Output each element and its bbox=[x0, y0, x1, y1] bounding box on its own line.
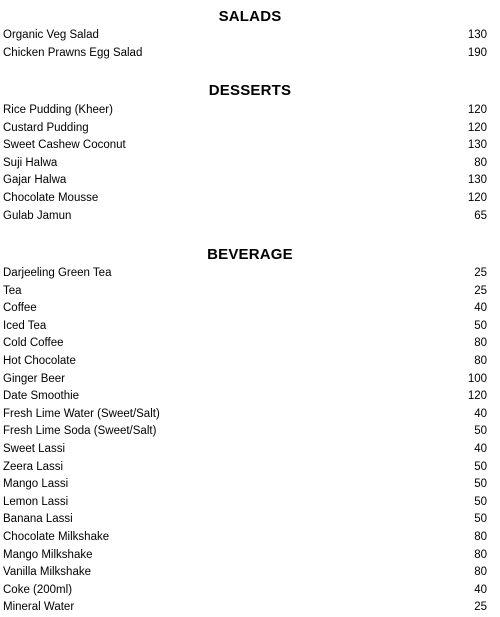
item-price: 80 bbox=[474, 156, 487, 169]
item-price: 100 bbox=[467, 372, 487, 385]
item-price: 50 bbox=[474, 495, 487, 508]
section-title-beverage: BEVERAGE bbox=[207, 246, 293, 263]
menu-item bbox=[0, 137, 500, 155]
menu-item bbox=[0, 335, 500, 353]
item-name: Iced Tea bbox=[3, 319, 47, 332]
menu-item bbox=[0, 476, 500, 494]
menu-item bbox=[0, 494, 500, 512]
item-price: 120 bbox=[467, 390, 487, 403]
item-name: Cold Coffee bbox=[3, 337, 64, 350]
item-price: 40 bbox=[474, 407, 487, 420]
item-name: Gulab Jamun bbox=[3, 209, 72, 222]
menu-item bbox=[0, 529, 500, 547]
item-price: 120 bbox=[467, 121, 487, 134]
menu-item bbox=[0, 441, 500, 459]
item-name: Coke (200ml) bbox=[3, 583, 73, 596]
item-price: 50 bbox=[474, 513, 487, 526]
item-name: Sweet Lassi bbox=[3, 442, 66, 455]
item-name: Fresh Lime Soda (Sweet/Salt) bbox=[3, 425, 157, 438]
section-items-salads bbox=[0, 27, 500, 62]
item-name: Coffee bbox=[3, 302, 37, 315]
menu-item bbox=[0, 120, 500, 138]
menu-item bbox=[0, 283, 500, 301]
menu-item bbox=[0, 582, 500, 600]
item-price: 50 bbox=[474, 319, 487, 332]
item-price: 40 bbox=[474, 302, 487, 315]
section-title-desserts: DESSERTS bbox=[208, 82, 292, 99]
item-price: 25 bbox=[474, 284, 487, 297]
menu-item bbox=[0, 318, 500, 336]
item-name: Chocolate Mousse bbox=[3, 191, 99, 204]
item-name: Ginger Beer bbox=[3, 372, 66, 385]
menu-item bbox=[0, 45, 500, 63]
item-name: Mango Milkshake bbox=[3, 548, 93, 561]
item-name: Darjeeling Green Tea bbox=[3, 267, 112, 279]
item-price: 40 bbox=[474, 442, 487, 455]
section-items-desserts bbox=[0, 102, 500, 225]
item-name: Suji Halwa bbox=[3, 156, 58, 169]
item-price: 50 bbox=[474, 478, 487, 491]
item-name: Chicken Prawns Egg Salad bbox=[3, 46, 143, 59]
item-name: Zeera Lassi bbox=[3, 460, 64, 473]
item-price: 120 bbox=[467, 191, 487, 204]
item-name: Mineral Water bbox=[3, 601, 75, 614]
menu-item bbox=[0, 423, 500, 441]
item-name: Hot Chocolate bbox=[3, 354, 76, 367]
menu-item bbox=[0, 172, 500, 190]
menu-item bbox=[0, 300, 500, 318]
menu-item bbox=[0, 265, 500, 283]
item-name: Tea bbox=[3, 284, 22, 297]
item-price: 120 bbox=[467, 104, 487, 116]
item-price: 80 bbox=[474, 548, 487, 561]
menu-item bbox=[0, 599, 500, 617]
item-price: 50 bbox=[474, 425, 487, 438]
item-price: 25 bbox=[474, 601, 487, 614]
section-title-salads: SALADS bbox=[218, 8, 282, 25]
item-name: Fresh Lime Water (Sweet/Salt) bbox=[3, 407, 160, 420]
item-price: 80 bbox=[474, 354, 487, 367]
menu-item bbox=[0, 371, 500, 389]
menu-item bbox=[0, 459, 500, 477]
item-price: 190 bbox=[467, 46, 487, 59]
item-name: Mango Lassi bbox=[3, 478, 69, 491]
item-price: 80 bbox=[474, 530, 487, 543]
item-price: 80 bbox=[474, 566, 487, 579]
menu-item bbox=[0, 388, 500, 406]
item-name: Gajar Halwa bbox=[3, 174, 67, 187]
item-name: Lemon Lassi bbox=[3, 495, 69, 508]
menu-item bbox=[0, 155, 500, 173]
menu-item bbox=[0, 102, 500, 120]
item-price: 130 bbox=[467, 29, 487, 41]
item-price: 40 bbox=[474, 583, 487, 596]
menu-item bbox=[0, 208, 500, 226]
item-name: Custard Pudding bbox=[3, 121, 89, 134]
menu-item bbox=[0, 353, 500, 371]
item-price: 80 bbox=[474, 337, 487, 350]
menu-item bbox=[0, 27, 500, 45]
item-name: Chocolate Milkshake bbox=[3, 530, 110, 543]
item-price: 65 bbox=[474, 209, 487, 222]
menu-item bbox=[0, 511, 500, 529]
section-items-beverage bbox=[0, 265, 500, 617]
menu-item bbox=[0, 564, 500, 582]
item-price: 50 bbox=[474, 460, 487, 473]
item-name: Vanilla Milkshake bbox=[3, 566, 91, 579]
menu-item bbox=[0, 190, 500, 208]
item-name: Banana Lassi bbox=[3, 513, 73, 526]
menu-item bbox=[0, 547, 500, 565]
item-name: Organic Veg Salad bbox=[3, 29, 99, 41]
item-price: 25 bbox=[474, 267, 487, 279]
item-name: Rice Pudding (Kheer) bbox=[3, 104, 113, 116]
item-name: Sweet Cashew Coconut bbox=[3, 139, 126, 152]
item-name: Date Smoothie bbox=[3, 390, 80, 403]
menu-item bbox=[0, 406, 500, 424]
item-price: 130 bbox=[467, 139, 487, 152]
item-price: 130 bbox=[467, 174, 487, 187]
